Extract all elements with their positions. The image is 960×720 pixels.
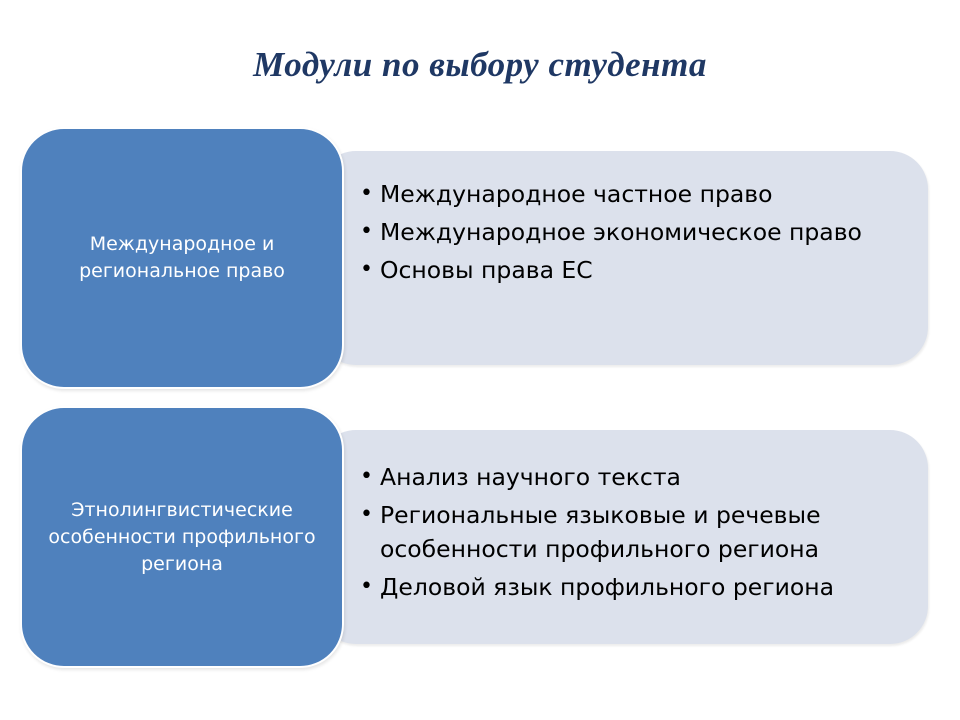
slide-title: Модули по выбору студента bbox=[253, 45, 707, 84]
module-category-box bbox=[20, 127, 344, 389]
module-international-law bbox=[0, 127, 960, 391]
course-item: • Основы права ЕС bbox=[360, 253, 898, 287]
module-category-label: Международное и региональное право bbox=[79, 233, 285, 282]
module-details-box bbox=[318, 430, 928, 644]
module-details-box bbox=[318, 151, 928, 365]
module-course-list bbox=[360, 177, 898, 287]
course-item: • Международное частное право bbox=[360, 177, 898, 211]
module-category-label: Этнолингвистические особенности профильного региона bbox=[48, 498, 316, 575]
module-category-box bbox=[20, 406, 344, 668]
course-item: • Международное экономическое право bbox=[360, 215, 898, 249]
module-ethnolinguistics bbox=[0, 406, 960, 670]
course-item: • Деловой язык профильного региона bbox=[360, 570, 898, 604]
course-item: • Анализ научного текста bbox=[360, 460, 898, 494]
module-course-list bbox=[360, 460, 898, 604]
course-item: • Региональные языковые и речевые особенности профильного региона bbox=[360, 498, 898, 566]
